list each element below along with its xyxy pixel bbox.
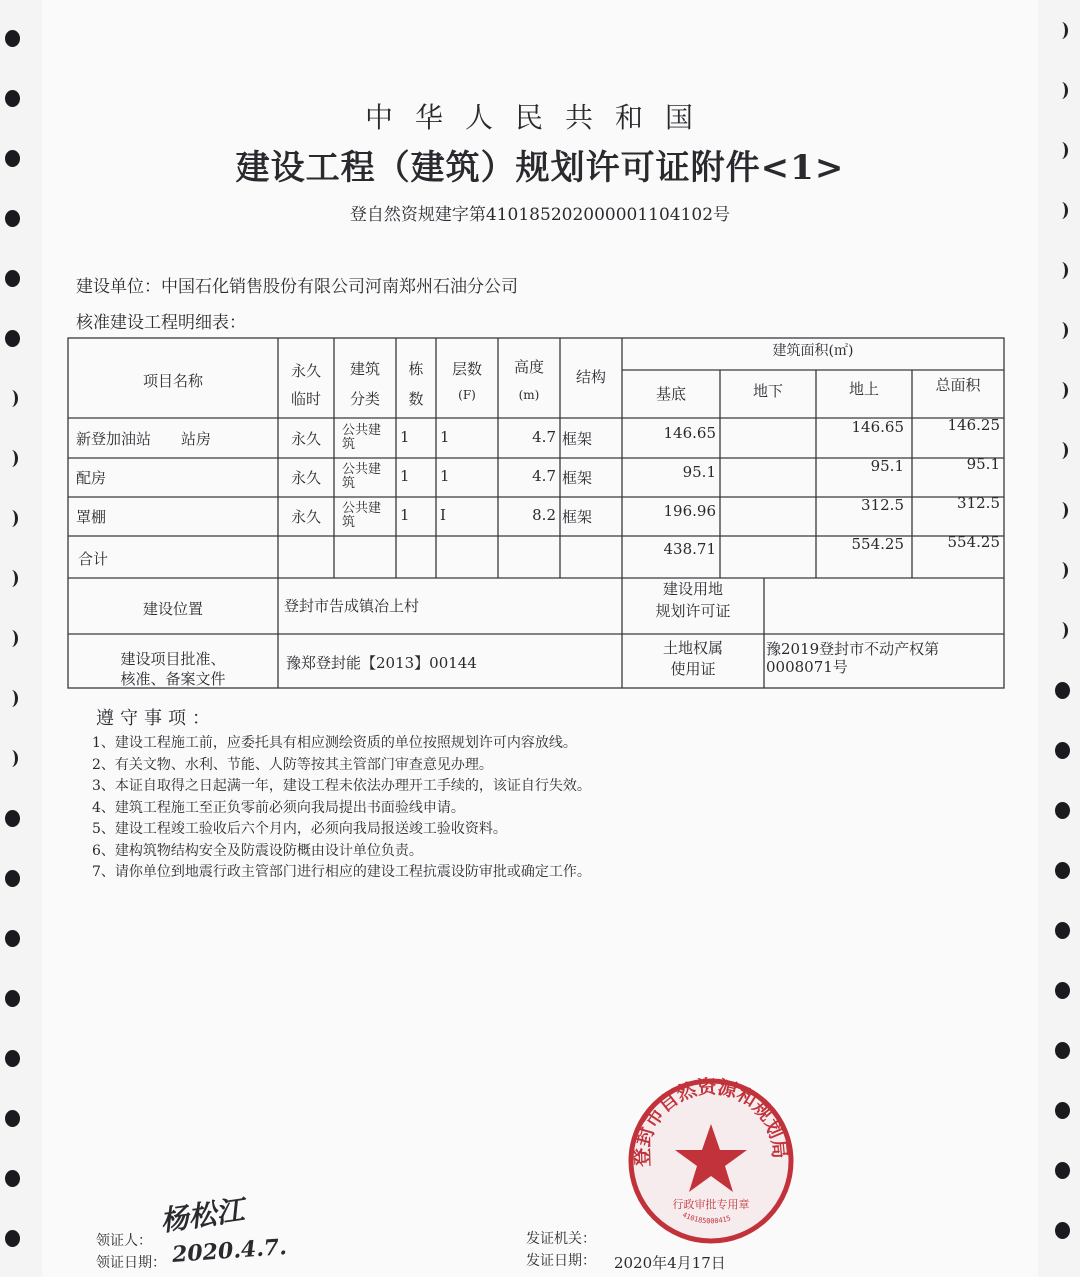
col-header-underground: 地下 xyxy=(752,382,783,400)
feed-hole-icon xyxy=(5,930,20,947)
receive-date-handwritten: 2020.4.7. xyxy=(171,1234,288,1268)
row-buildings: 1 xyxy=(400,428,410,446)
sum-aboveground: 554.25 xyxy=(851,535,904,553)
approval-docs-label-1: 建设项目批准、 xyxy=(120,650,226,668)
col-header-cat-2: 分类 xyxy=(349,390,380,408)
feed-hole-icon xyxy=(5,870,20,887)
col-header-structure: 结构 xyxy=(575,368,606,386)
row-total-area: 312.5 xyxy=(957,494,1000,512)
feed-hole-icon xyxy=(1055,1042,1070,1059)
seal-org-text: 登封市自然资源和规划局 xyxy=(631,1076,791,1168)
receive-date-label: 领证日期： xyxy=(96,1255,166,1271)
land-plan-permit-label-1: 建设用地 xyxy=(662,580,723,598)
row-structure: 框架 xyxy=(562,508,593,526)
row-base-area: 95.1 xyxy=(682,463,716,481)
sum-base: 438.71 xyxy=(663,540,716,558)
row-base-area: 146.65 xyxy=(663,424,716,442)
row-permanence: 永久 xyxy=(290,430,321,448)
row-height: 4.7 xyxy=(532,428,556,446)
row-aboveground-area: 146.65 xyxy=(851,418,904,436)
land-title-cert-label-1: 土地权属 xyxy=(662,639,723,657)
col-header-bld-1: 栋 xyxy=(408,360,424,378)
land-title-cert-value-1: 豫2019登封市不动产权第 xyxy=(766,640,940,658)
notice-item: 5、建设工程竣工验收后六个月内，必须向我局报送竣工验收资料。 xyxy=(92,821,507,837)
detail-table-label: 核准建设工程明细表： xyxy=(76,313,246,333)
row-category: 公共建筑 xyxy=(342,501,382,530)
seal-sub-text: 行政审批专用章 xyxy=(672,1198,750,1211)
col-header-perm-2: 临时 xyxy=(290,390,321,408)
row-floors: I xyxy=(440,506,446,524)
row-floors: 1 xyxy=(440,467,450,485)
feed-hole-icon xyxy=(5,990,20,1007)
land-title-cert-value-2: 0008071号 xyxy=(766,658,848,676)
construction-unit-label: 建设单位： xyxy=(76,277,161,297)
feed-hole-icon xyxy=(1055,922,1070,939)
row-floors: 1 xyxy=(440,428,450,446)
feed-hole-icon xyxy=(5,1050,20,1067)
feed-hole-icon xyxy=(1055,742,1070,759)
row-height: 8.2 xyxy=(532,506,556,524)
issuer-label: 发证机关： xyxy=(526,1231,596,1247)
col-header-bld-2: 数 xyxy=(408,390,424,408)
row-total-area: 95.1 xyxy=(966,455,1000,473)
row-structure: 框架 xyxy=(562,430,593,448)
receiver-signature: 杨松江 xyxy=(158,1193,247,1238)
feed-hole-icon xyxy=(1055,982,1070,999)
row-name: 配房 xyxy=(76,469,107,487)
row-total-area: 146.25 xyxy=(947,416,1000,434)
feed-hole-icon xyxy=(1055,1162,1070,1179)
row-aboveground-area: 95.1 xyxy=(870,457,904,475)
sum-label: 合计 xyxy=(78,550,109,568)
col-header-height-1: 高度 xyxy=(513,358,544,376)
row-permanence: 永久 xyxy=(290,508,321,526)
location-value: 登封市告成镇冶上村 xyxy=(284,597,420,615)
feed-hole-icon xyxy=(5,1230,20,1247)
notice-title: 遵守事项： xyxy=(96,708,216,729)
feed-hole-icon xyxy=(5,1110,20,1127)
official-seal xyxy=(626,1076,796,1246)
row-height: 4.7 xyxy=(532,467,556,485)
approval-docs-value: 豫郑登封能【2013】00144 xyxy=(286,654,477,672)
notice-item: 6、建构筑物结构安全及防震设防概由设计单位负责。 xyxy=(92,842,423,859)
row-structure: 框架 xyxy=(562,469,593,487)
receiver-label: 领证人： xyxy=(96,1233,152,1249)
row-name: 新登加油站 站房 xyxy=(76,430,212,448)
col-header-aboveground: 地上 xyxy=(848,380,879,398)
col-header-perm-1: 永久 xyxy=(290,362,321,380)
seal-code: 410185000415 xyxy=(681,1210,732,1226)
col-header-floors-1: 层数 xyxy=(451,360,482,378)
col-header-base: 基底 xyxy=(655,385,686,403)
row-base-area: 196.96 xyxy=(663,502,716,520)
notice-item: 7、请你单位到地震行政主管部门进行相应的建设工程抗震设防审批或确定工作。 xyxy=(92,864,591,880)
feed-hole-icon xyxy=(5,1170,20,1187)
col-header-floors-2: (F) xyxy=(458,388,476,402)
col-header-cat-1: 建筑 xyxy=(349,360,380,378)
issue-date-label: 发证日期： xyxy=(526,1253,596,1269)
notice-item: 3、本证自取得之日起满一年，建设工程未依法办理开工手续的，该证自行失效。 xyxy=(92,778,591,794)
feed-hole-icon xyxy=(5,750,18,767)
col-header-name: 项目名称 xyxy=(142,372,203,390)
location-label: 建设位置 xyxy=(142,600,203,618)
notice-item: 1、建设工程施工前，应委托具有相应测绘资质的单位按照规划许可内容放线。 xyxy=(92,735,577,751)
feed-hole-icon xyxy=(1055,1222,1070,1239)
row-aboveground-area: 312.5 xyxy=(861,496,904,514)
country-heading: 中华人民共和国 xyxy=(364,101,715,134)
permit-title: 建设工程（建筑）规划许可证附件<1> xyxy=(235,148,845,188)
notice-item: 4、建筑工程施工至正负零前必须向我局提出书面验线申请。 xyxy=(92,799,465,816)
sum-total: 554.25 xyxy=(947,533,1000,551)
issue-date: 2020年4月17日 xyxy=(614,1254,726,1272)
row-buildings: 1 xyxy=(400,506,410,524)
feed-hole-icon xyxy=(1055,802,1070,819)
construction-unit-value: 中国石化销售股份有限公司河南郑州石油分公司 xyxy=(161,277,518,297)
feed-hole-icon xyxy=(1055,1102,1070,1119)
row-name: 罩棚 xyxy=(76,508,107,526)
col-header-height-2: (m) xyxy=(518,388,540,402)
approval-docs-label-2: 核准、备案文件 xyxy=(120,670,226,688)
feed-hole-icon xyxy=(5,810,20,827)
row-permanence: 永久 xyxy=(290,469,321,487)
document-number: 登自然资规建字第410185202000001104102号 xyxy=(349,205,731,225)
col-header-total: 总面积 xyxy=(935,376,981,394)
land-title-cert-label-2: 使用证 xyxy=(670,660,716,678)
feed-hole-icon xyxy=(1055,862,1070,879)
row-category: 公共建筑 xyxy=(342,423,382,452)
row-category: 公共建筑 xyxy=(342,462,382,491)
row-buildings: 1 xyxy=(400,467,410,485)
col-header-floor-area: 建筑面积(㎡) xyxy=(772,343,854,359)
land-plan-permit-label-2: 规划许可证 xyxy=(655,602,731,620)
notice-item: 2、有关文物、水利、节能、人防等按其主管部门审查意见办理。 xyxy=(92,756,493,773)
